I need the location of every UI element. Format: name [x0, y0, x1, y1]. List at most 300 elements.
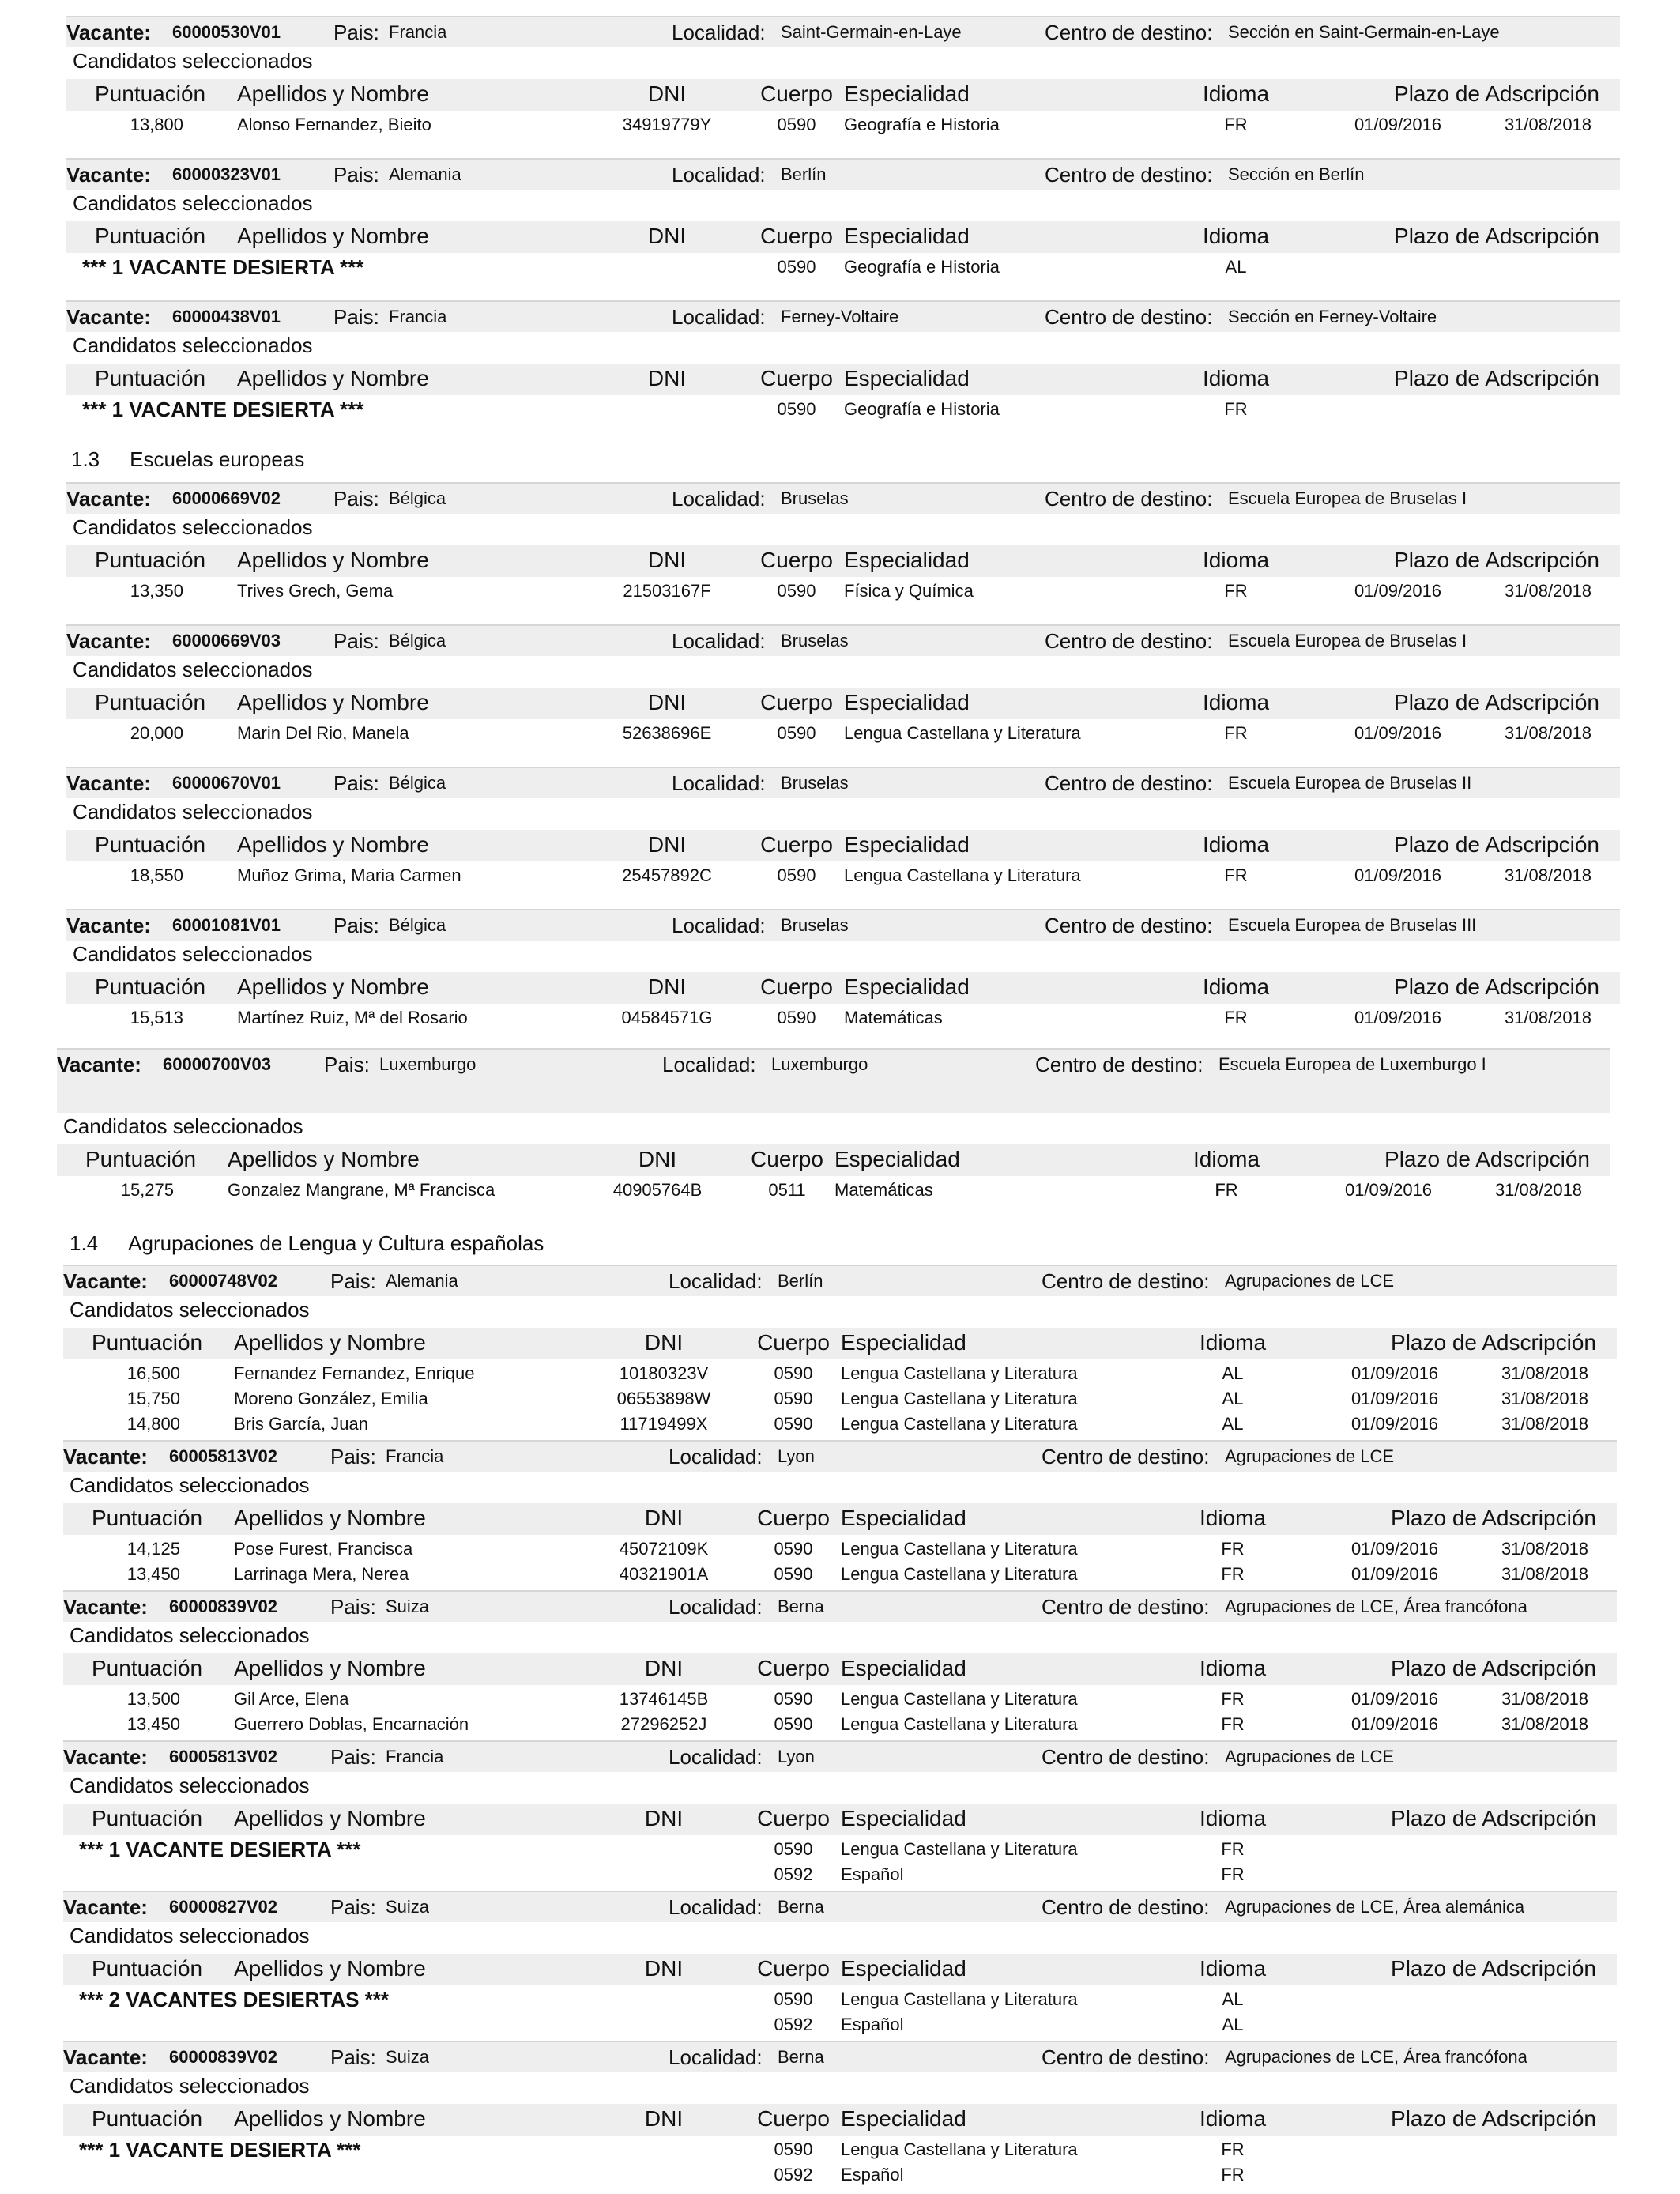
candidatos-label: Candidatos seleccionados [73, 800, 313, 824]
cell-idioma: FR [1224, 399, 1248, 419]
cell-dni: 27296252J [620, 1714, 707, 1734]
cell-plazo-hasta: 31/08/2018 [1501, 1363, 1589, 1383]
cell-cuerpo: 0590 [777, 865, 816, 885]
cell-puntuacion: 13,450 [126, 1564, 180, 1584]
col-cuerpo: Cuerpo [760, 832, 833, 857]
candidatos-label: Candidatos seleccionados [70, 1473, 310, 1497]
cell-idioma: FR [1221, 1689, 1245, 1709]
vacante-label: Vacante: [63, 1445, 148, 1468]
localidad-label: Localidad: [669, 2045, 763, 2069]
col-puntuacion: Puntuación [85, 1147, 197, 1171]
localidad-value: Bruselas [781, 488, 849, 508]
col-puntuacion: Puntuación [95, 974, 206, 999]
candidatos-row [66, 188, 1620, 218]
col-cuerpo: Cuerpo [760, 366, 833, 390]
candidatos-row [57, 1111, 1610, 1141]
cell-cuerpo: 0590 [774, 1839, 813, 1859]
vacancy-header [63, 1891, 1617, 1922]
cell-cuerpo: 0590 [774, 1989, 813, 2009]
pais-value: Bélgica [389, 773, 446, 793]
centro-label: Centro de destino: [1042, 1745, 1210, 1769]
col-puntuacion: Puntuación [92, 1506, 203, 1530]
cell-cuerpo: 0590 [774, 1539, 813, 1559]
cell-plazo-desde: 01/09/2016 [1344, 1180, 1433, 1200]
table-row [63, 1837, 1617, 1862]
centro-label: Centro de destino: [1045, 305, 1213, 329]
table-row [66, 721, 1620, 746]
centro-value: Agrupaciones de LCE [1225, 1747, 1395, 1766]
col-plazo: Plazo de Adscripción [1391, 1956, 1596, 1981]
cell-especialidad: Lengua Castellana y Literatura [841, 1689, 1078, 1709]
col-idioma: Idioma [1202, 366, 1270, 390]
cell-puntuacion: 15,275 [120, 1180, 174, 1200]
candidatos-row [63, 1620, 1617, 1650]
col-plazo: Plazo de Adscripción [1394, 224, 1599, 248]
localidad-label: Localidad: [672, 487, 766, 511]
col-especialidad: Especialidad [844, 974, 970, 999]
cell-especialidad: Lengua Castellana y Literatura [841, 1389, 1078, 1408]
vacante-code: 60000323V01 [172, 164, 281, 184]
candidatos-label: Candidatos seleccionados [63, 1114, 303, 1138]
col-dni: DNI [644, 2106, 684, 2131]
cell-idioma: AL [1225, 257, 1247, 277]
localidad-label: Localidad: [672, 305, 766, 329]
cell-cuerpo: 0590 [774, 1564, 813, 1584]
col-especialidad: Especialidad [844, 366, 970, 390]
table-row [66, 397, 1620, 422]
col-idioma: Idioma [1199, 2106, 1267, 2131]
vacancy-header [66, 300, 1620, 332]
localidad-label: Localidad: [669, 1269, 763, 1293]
centro-label: Centro de destino: [1042, 1269, 1210, 1293]
vacante-label: Vacante: [66, 21, 151, 44]
cell-plazo-hasta: 31/08/2018 [1504, 865, 1592, 885]
cell-plazo-desde: 01/09/2016 [1354, 865, 1442, 885]
cell-nombre: Martínez Ruiz, Mª del Rosario [237, 1008, 468, 1027]
table-row [63, 2012, 1617, 2038]
col-cuerpo: Cuerpo [757, 1806, 830, 1830]
vacante-desierta-text: *** 1 VACANTE DESIERTA *** [82, 398, 364, 421]
localidad-value: Ferney-Voltaire [781, 307, 899, 326]
pais-label: Pais: [330, 1895, 376, 1919]
cell-idioma: FR [1221, 1839, 1245, 1859]
cell-plazo-hasta: 31/08/2018 [1504, 1008, 1592, 1027]
cell-nombre: Pose Furest, Francisca [234, 1539, 413, 1559]
col-dni: DNI [644, 1956, 684, 1981]
vacante-code: 60000827V02 [169, 1897, 278, 1917]
col-plazo: Plazo de Adscripción [1391, 1806, 1596, 1830]
localidad-value: Berlín [778, 1271, 823, 1291]
cell-nombre: Fernandez Fernandez, Enrique [234, 1363, 475, 1383]
cell-idioma: FR [1224, 581, 1248, 601]
col-especialidad: Especialidad [844, 548, 970, 572]
col-idioma: Idioma [1202, 224, 1270, 248]
centro-value: Agrupaciones de LCE [1225, 1271, 1395, 1291]
table-row [63, 1361, 1617, 1386]
cell-idioma: FR [1224, 723, 1248, 743]
vacancy-header [66, 767, 1620, 798]
cell-especialidad: Español [841, 1864, 904, 1884]
col-plazo: Plazo de Adscripción [1391, 2106, 1596, 2131]
vacancy-header [66, 482, 1620, 514]
col-idioma: Idioma [1202, 832, 1270, 857]
centro-value: Agrupaciones de LCE [1225, 1446, 1395, 1466]
column-header-row [66, 221, 1620, 253]
cell-dni: 11719499X [620, 1414, 708, 1434]
pais-value: Francia [386, 1446, 444, 1466]
cell-plazo-hasta: 31/08/2018 [1494, 1180, 1583, 1200]
candidatos-row [63, 1921, 1617, 1951]
vacante-code: 60000748V02 [169, 1271, 278, 1291]
table-row [66, 1005, 1620, 1031]
candidatos-label: Candidatos seleccionados [70, 1924, 310, 1947]
col-cuerpo: Cuerpo [760, 548, 833, 572]
col-especialidad: Especialidad [841, 1656, 966, 1680]
vacante-code: 60000839V02 [169, 1596, 278, 1616]
cell-especialidad: Lengua Castellana y Literatura [841, 1363, 1078, 1383]
col-apellidos: Apellidos y Nombre [234, 1956, 426, 1981]
pais-value: Bélgica [389, 488, 446, 508]
pais-value: Suiza [386, 2047, 430, 2067]
vacante-label: Vacante: [57, 1053, 141, 1076]
cell-cuerpo: 0590 [777, 115, 816, 134]
localidad-value: Bruselas [781, 773, 849, 793]
vacante-label: Vacante: [63, 1269, 148, 1293]
cell-puntuacion: 13,500 [126, 1689, 180, 1709]
vacancy-header [63, 1590, 1617, 1622]
col-especialidad: Especialidad [844, 224, 970, 248]
col-idioma: Idioma [1202, 548, 1270, 572]
candidatos-label: Candidatos seleccionados [70, 2074, 310, 2098]
col-especialidad: Especialidad [841, 1506, 966, 1530]
column-header-row [63, 1653, 1617, 1685]
candidatos-row [66, 46, 1620, 76]
table-row [63, 1862, 1617, 1887]
cell-dni: 34919779Y [622, 115, 712, 134]
col-puntuacion: Puntuación [95, 366, 206, 390]
col-apellidos: Apellidos y Nombre [237, 548, 429, 572]
localidad-label: Localidad: [672, 163, 766, 187]
cell-cuerpo: 0590 [774, 1389, 813, 1408]
table-row [66, 579, 1620, 604]
cell-dni: 10180323V [619, 1363, 709, 1383]
centro-label: Centro de destino: [1045, 163, 1213, 187]
col-apellidos: Apellidos y Nombre [234, 1806, 426, 1830]
centro-value: Escuela Europea de Bruselas I [1228, 631, 1467, 650]
cell-dni: 40905764B [612, 1180, 703, 1200]
vacante-code: 60000670V01 [172, 773, 281, 793]
localidad-label: Localidad: [669, 1895, 763, 1919]
localidad-value: Lyon [778, 1747, 815, 1766]
localidad-label: Localidad: [672, 914, 766, 937]
col-plazo: Plazo de Adscripción [1394, 366, 1599, 390]
col-apellidos: Apellidos y Nombre [237, 832, 429, 857]
cell-cuerpo: 0590 [774, 1689, 813, 1709]
column-header-row [66, 79, 1620, 111]
vacante-desierta-text: *** 1 VACANTE DESIERTA *** [79, 2138, 361, 2162]
cell-puntuacion: 18,550 [130, 865, 183, 885]
col-idioma: Idioma [1199, 1506, 1267, 1530]
col-puntuacion: Puntuación [95, 224, 206, 248]
col-dni: DNI [647, 832, 687, 857]
pais-label: Pais: [333, 21, 379, 44]
cell-plazo-hasta: 31/08/2018 [1501, 1539, 1589, 1559]
col-cuerpo: Cuerpo [757, 1330, 830, 1355]
col-cuerpo: Cuerpo [757, 1956, 830, 1981]
col-especialidad: Especialidad [844, 832, 970, 857]
cell-idioma: FR [1224, 865, 1248, 885]
cell-dni: 25457892C [622, 865, 712, 885]
table-row [63, 2137, 1617, 2162]
table-row [66, 254, 1620, 280]
vacante-label: Vacante: [63, 1895, 148, 1919]
vacante-code: 60005813V02 [169, 1747, 278, 1766]
col-dni: DNI [647, 81, 687, 106]
cell-puntuacion: 16,500 [126, 1363, 180, 1383]
pais-value: Alemania [386, 1271, 458, 1291]
cell-cuerpo: 0590 [777, 399, 816, 419]
localidad-value: Bruselas [781, 631, 849, 650]
cell-puntuacion: 13,450 [126, 1714, 180, 1734]
column-header-row [63, 1804, 1617, 1835]
cell-cuerpo: 0590 [777, 1008, 816, 1027]
vacancy-header [66, 909, 1620, 941]
col-dni: DNI [644, 1806, 684, 1830]
cell-idioma: FR [1221, 2165, 1245, 2185]
localidad-value: Bruselas [781, 915, 849, 935]
col-apellidos: Apellidos y Nombre [234, 1656, 426, 1680]
pais-value: Francia [386, 1747, 444, 1766]
cell-puntuacion: 14,800 [126, 1414, 180, 1434]
centro-label: Centro de destino: [1045, 21, 1213, 44]
col-puntuacion: Puntuación [95, 81, 206, 106]
col-apellidos: Apellidos y Nombre [234, 2106, 426, 2131]
pais-label: Pais: [330, 1269, 376, 1293]
pais-value: Bélgica [389, 915, 446, 935]
pais-label: Pais: [333, 914, 379, 937]
cell-especialidad: Español [841, 2165, 904, 2185]
table-row [63, 1562, 1617, 1587]
pais-label: Pais: [333, 771, 379, 795]
col-cuerpo: Cuerpo [760, 81, 833, 106]
section-heading [71, 447, 304, 472]
col-especialidad: Especialidad [841, 2106, 966, 2131]
localidad-value: Saint-Germain-en-Laye [781, 22, 962, 42]
candidatos-label: Candidatos seleccionados [73, 658, 313, 681]
col-cuerpo: Cuerpo [751, 1147, 823, 1171]
cell-idioma: FR [1221, 1864, 1245, 1884]
column-header-row [66, 972, 1620, 1004]
cell-plazo-hasta: 31/08/2018 [1504, 581, 1592, 601]
candidatos-label: Candidatos seleccionados [70, 1298, 310, 1321]
section-heading [70, 1231, 544, 1256]
cell-plazo-desde: 01/09/2016 [1350, 1363, 1439, 1383]
vacancy-header [66, 624, 1620, 656]
pais-label: Pais: [324, 1053, 370, 1076]
col-cuerpo: Cuerpo [757, 2106, 830, 2131]
col-dni: DNI [644, 1656, 684, 1680]
cell-plazo-desde: 01/09/2016 [1350, 1389, 1439, 1408]
col-apellidos: Apellidos y Nombre [228, 1147, 420, 1171]
pais-label: Pais: [330, 1595, 376, 1619]
cell-plazo-desde: 01/09/2016 [1354, 581, 1442, 601]
pais-label: Pais: [330, 2045, 376, 2069]
vacante-label: Vacante: [66, 487, 151, 511]
cell-dni: 13746145B [619, 1689, 709, 1709]
candidatos-label: Candidatos seleccionados [73, 191, 313, 215]
vacante-code: 60000530V01 [172, 22, 281, 42]
cell-nombre: Marin Del Rio, Manela [237, 723, 409, 743]
col-idioma: Idioma [1192, 1147, 1260, 1171]
cell-dni: 45072109K [619, 1539, 709, 1559]
col-apellidos: Apellidos y Nombre [237, 224, 429, 248]
pais-label: Pais: [330, 1445, 376, 1468]
cell-idioma: FR [1221, 2139, 1245, 2159]
cell-puntuacion: 13,800 [130, 115, 183, 134]
centro-value: Sección en Berlín [1228, 164, 1365, 184]
pais-label: Pais: [333, 305, 379, 329]
centro-label: Centro de destino: [1045, 914, 1213, 937]
cell-idioma: FR [1224, 115, 1248, 134]
column-header-row [66, 688, 1620, 719]
col-puntuacion: Puntuación [92, 1656, 203, 1680]
cell-cuerpo: 0590 [774, 2139, 813, 2159]
localidad-label: Localidad: [669, 1745, 763, 1769]
section-number: 1.3 [71, 447, 100, 471]
col-puntuacion: Puntuación [92, 1806, 203, 1830]
cell-especialidad: Lengua Castellana y Literatura [841, 1839, 1078, 1859]
cell-puntuacion: 15,513 [130, 1008, 183, 1027]
pais-value: Luxemburgo [379, 1054, 477, 1074]
col-puntuacion: Puntuación [92, 1330, 203, 1355]
localidad-value: Berlín [781, 164, 827, 184]
cell-especialidad: Lengua Castellana y Literatura [841, 1989, 1078, 2009]
col-dni: DNI [638, 1147, 677, 1171]
cell-plazo-hasta: 31/08/2018 [1501, 1564, 1589, 1584]
cell-puntuacion: 14,125 [126, 1539, 180, 1559]
cell-nombre: Alonso Fernandez, Bieito [237, 115, 431, 134]
localidad-label: Localidad: [669, 1445, 763, 1468]
col-idioma: Idioma [1199, 1806, 1267, 1830]
cell-nombre: Trives Grech, Gema [237, 581, 394, 601]
cell-cuerpo: 0590 [774, 1363, 813, 1383]
centro-value: Escuela Europea de Bruselas II [1228, 773, 1472, 793]
col-plazo: Plazo de Adscripción [1394, 832, 1599, 857]
col-especialidad: Especialidad [841, 1956, 966, 1981]
pais-label: Pais: [333, 629, 379, 653]
col-puntuacion: Puntuación [92, 1956, 203, 1981]
column-header-row [63, 2104, 1617, 2136]
localidad-value: Berna [778, 2047, 824, 2067]
centro-label: Centro de destino: [1035, 1053, 1203, 1076]
column-header-row [63, 1328, 1617, 1359]
vacante-label: Vacante: [66, 305, 151, 329]
cell-especialidad: Lengua Castellana y Literatura [841, 1414, 1078, 1434]
column-header-row [66, 545, 1620, 577]
localidad-label: Localidad: [669, 1595, 763, 1619]
pais-value: Bélgica [389, 631, 446, 650]
column-header-row [63, 1503, 1617, 1535]
section-number: 1.4 [70, 1231, 99, 1255]
localidad-value: Berna [778, 1596, 824, 1616]
col-cuerpo: Cuerpo [757, 1506, 830, 1530]
col-puntuacion: Puntuación [95, 832, 206, 857]
candidatos-row [66, 330, 1620, 360]
localidad-label: Localidad: [672, 21, 766, 44]
vacancy-header [57, 1048, 1610, 1113]
cell-plazo-desde: 01/09/2016 [1350, 1689, 1439, 1709]
centro-label: Centro de destino: [1042, 1595, 1210, 1619]
vacante-code: 60000700V03 [163, 1054, 272, 1074]
cell-dni: 06553898W [616, 1389, 711, 1408]
cell-plazo-hasta: 31/08/2018 [1504, 723, 1592, 743]
column-header-row [57, 1144, 1610, 1176]
vacante-label: Vacante: [63, 2045, 148, 2069]
vacancy-header [63, 1740, 1617, 1772]
pais-value: Francia [389, 307, 447, 326]
cell-nombre: Gil Arce, Elena [234, 1689, 349, 1709]
centro-label: Centro de destino: [1045, 771, 1213, 795]
cell-especialidad: Geografía e Historia [844, 257, 1000, 277]
centro-value: Agrupaciones de LCE, Área francófona [1225, 1596, 1527, 1616]
cell-plazo-hasta: 31/08/2018 [1501, 1414, 1589, 1434]
cell-plazo-desde: 01/09/2016 [1350, 1714, 1439, 1734]
table-row [57, 1178, 1610, 1203]
col-especialidad: Especialidad [834, 1147, 960, 1171]
col-dni: DNI [644, 1506, 684, 1530]
col-dni: DNI [647, 548, 687, 572]
table-row [63, 2162, 1617, 2188]
cell-cuerpo: 0590 [777, 581, 816, 601]
col-especialidad: Especialidad [841, 1806, 966, 1830]
col-plazo: Plazo de Adscripción [1391, 1656, 1596, 1680]
col-apellidos: Apellidos y Nombre [237, 974, 429, 999]
vacante-label: Vacante: [66, 914, 151, 937]
vacante-code: 60000669V02 [172, 488, 281, 508]
centro-value: Escuela Europea de Luxemburgo I [1219, 1054, 1486, 1074]
cell-idioma: AL [1222, 1363, 1244, 1383]
col-idioma: Idioma [1199, 1656, 1267, 1680]
cell-nombre: Bris García, Juan [234, 1414, 368, 1434]
col-especialidad: Especialidad [844, 690, 970, 714]
cell-cuerpo: 0592 [774, 1864, 813, 1884]
col-dni: DNI [647, 690, 687, 714]
candidatos-label: Candidatos seleccionados [70, 1623, 310, 1647]
cell-idioma: FR [1221, 1714, 1245, 1734]
cell-nombre: Muñoz Grima, Maria Carmen [237, 865, 461, 885]
centro-label: Centro de destino: [1042, 1895, 1210, 1919]
cell-cuerpo: 0590 [777, 257, 816, 277]
candidatos-label: Candidatos seleccionados [73, 515, 313, 539]
candidatos-row [66, 512, 1620, 542]
col-cuerpo: Cuerpo [760, 690, 833, 714]
candidatos-label: Candidatos seleccionados [70, 1774, 310, 1797]
centro-value: Agrupaciones de LCE, Área francófona [1225, 2047, 1527, 2067]
section-title-text: Agrupaciones de Lengua y Cultura españolas [128, 1231, 544, 1255]
centro-label: Centro de destino: [1045, 629, 1213, 653]
vacante-code: 60005813V02 [169, 1446, 278, 1466]
col-plazo: Plazo de Adscripción [1394, 548, 1599, 572]
col-idioma: Idioma [1202, 81, 1270, 106]
col-plazo: Plazo de Adscripción [1394, 974, 1599, 999]
pais-label: Pais: [333, 487, 379, 511]
cell-idioma: FR [1221, 1539, 1245, 1559]
centro-value: Escuela Europea de Bruselas III [1228, 915, 1477, 935]
table-row [63, 1536, 1617, 1562]
col-especialidad: Especialidad [844, 81, 970, 106]
localidad-value: Lyon [778, 1446, 815, 1466]
cell-dni: 04584571G [621, 1008, 713, 1027]
